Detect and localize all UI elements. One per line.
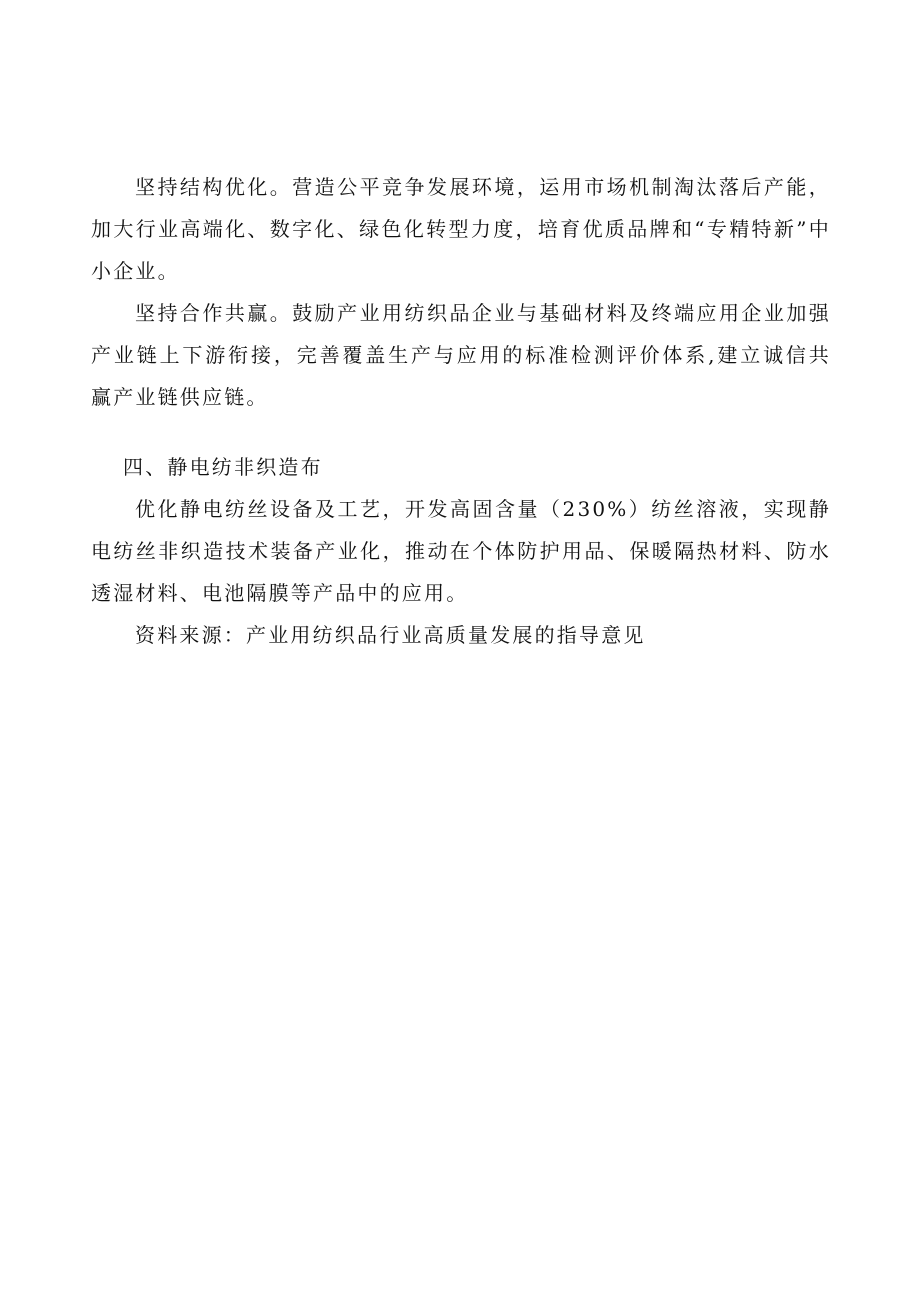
document-body	[91, 166, 831, 656]
section-heading: 四、静电纺非织造布	[123, 455, 323, 479]
source-note: 资料来源：产业用纺织品行业高质量发展的指导意见	[135, 623, 646, 647]
paragraph-electrospun-nonwoven: 优化静电纺丝设备及工艺，开发高固含量（230%）纺丝溶液，实现静电纺丝非织造技术装备产业化，推动在个体防护用品、保暖隔热材料、防水透湿材料、电池隔膜等产品中的应用。	[91, 497, 831, 605]
paragraph-structure-optimization: 坚持结构优化。营造公平竞争发展环境，运用市场机制淘汰落后产能，加大行业高端化、数字化、绿色化转型力度，培育优质品牌和“专精特新”中小企业。	[91, 175, 831, 283]
paragraph-cooperation-win-win: 坚持合作共赢。鼓励产业用纺织品企业与基础材料及终端应用企业加强产业链上下游衔接，完善覆盖生产与应用的标准检测评价体系,建立诚信共赢产业链供应链。	[91, 301, 831, 409]
